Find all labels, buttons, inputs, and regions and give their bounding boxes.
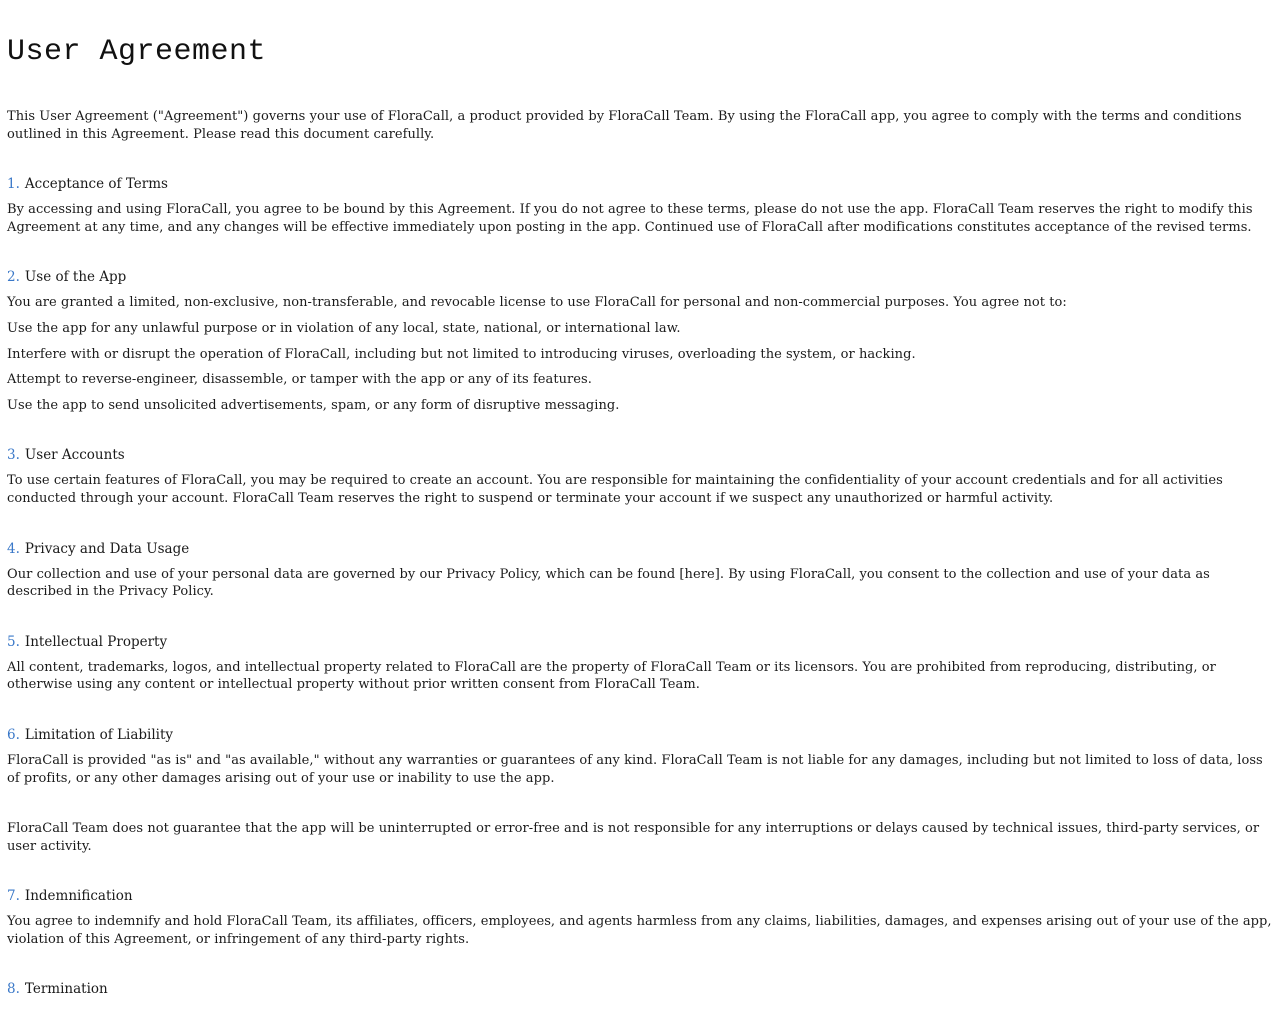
section-heading	[7, 175, 1272, 193]
section-heading	[7, 633, 1272, 651]
section-title: Use of the App	[24, 269, 127, 286]
section-number: 5.	[7, 633, 20, 650]
section-number: 2.	[7, 269, 20, 286]
section-acceptance-of-terms	[7, 175, 1272, 236]
section-heading	[7, 268, 1272, 286]
section-number: 4.	[7, 540, 20, 557]
page-title: User Agreement	[7, 35, 267, 69]
section-title: Privacy and Data Usage	[24, 540, 190, 557]
section-title: Indemnification	[24, 888, 133, 905]
section-indemnification	[7, 887, 1272, 948]
section-paragraph: To use certain features of FloraCall, you may be required to create an account. You are responsible for maintaining the confidentiality of your account credentials and for all activities conducted through your account. FloraCall Team reserves the right to suspend or terminate your account if we suspect any unauthorized or harmful activity.	[7, 473, 1223, 506]
section-number: 6.	[7, 726, 20, 743]
section-intellectual-property	[7, 633, 1272, 694]
section-number: 8.	[7, 981, 20, 998]
section-heading	[7, 540, 1272, 558]
section-number: 1.	[7, 176, 20, 193]
section-paragraph: All content, trademarks, logos, and intellectual property related to FloraCall are the property of FloraCall Team or its licensors. You are prohibited from reproducing, distributing, or otherwise using any content or intellectual property without prior written consent from FloraCall Team.	[7, 659, 1216, 693]
prohibited-uses-list	[7, 320, 1272, 414]
section-paragraph: Our collection and use of your personal data are governed by our Privacy Policy, which can be found [here]. By using FloraCall, you consent to the collection and use of your data as described in the Privacy Policy.	[7, 566, 1210, 600]
section-paragraph: FloraCall Team does not guarantee that the app will be uninterrupted or error-free and is not responsible for any interruptions or delays caused by technical issues, third-party services, or user activity.	[7, 821, 1260, 854]
section-title: User Accounts	[24, 447, 125, 464]
section-termination	[7, 980, 1272, 998]
section-heading	[7, 980, 1272, 998]
section-title: Acceptance of Terms	[24, 176, 168, 193]
intro-paragraph: This User Agreement ("Agreement") governs your use of FloraCall, a product provided by FloraCall Team. By using the FloraCall app, you agree to comply with the terms and conditions outlined in this Agreement. Please read this document carefully.	[7, 109, 1242, 142]
section-title: Limitation of Liability	[24, 726, 174, 743]
section-user-accounts	[7, 446, 1272, 507]
section-use-of-the-app	[7, 268, 1272, 414]
section-paragraph: FloraCall is provided "as is" and "as available," without any warranties or guarantees of any kind. FloraCall Team is not liable for any damages, including but not limited to loss of data, loss of profits, or any other damages arising out of your use or inability to use the app.	[7, 752, 1263, 786]
section-privacy-and-data-usage	[7, 540, 1272, 601]
list-item: Use the app for any unlawful purpose or in violation of any local, state, national, or international law.	[7, 320, 681, 336]
section-title: Intellectual Property	[24, 633, 168, 650]
section-heading	[7, 726, 1272, 744]
section-heading	[7, 887, 1272, 905]
list-item: Attempt to reverse-engineer, disassemble, or tamper with the app or any of its features.	[7, 372, 592, 388]
section-paragraph: You agree to indemnify and hold FloraCall Team, its affiliates, officers, employees, and agents harmless from any claims, liabilities, damages, and expenses arising out of your use of the app, violation of this Agreement, or infringement of any third-party rights.	[7, 914, 1272, 947]
section-paragraph: You are granted a limited, non-exclusive, non-transferable, and revocable license to use FloraCall for personal and non-commercial purposes. You agree not to:	[7, 295, 1067, 311]
section-number: 7.	[7, 888, 20, 905]
section-paragraph: By accessing and using FloraCall, you agree to be bound by this Agreement. If you do not agree to these terms, please do not use the app. FloraCall Team reserves the right to modify this Agreement at any time, and any changes will be effective immediately upon posting in the app. Continued use of FloraCall after modifications constitutes acceptance of the revised terms.	[7, 202, 1253, 235]
section-title: Termination	[24, 981, 108, 998]
section-limitation-of-liability	[7, 726, 1272, 855]
list-item: Use the app to send unsolicited advertisements, spam, or any form of disruptive messaging.	[7, 397, 620, 413]
section-number: 3.	[7, 447, 20, 464]
list-item: Interfere with or disrupt the operation of FloraCall, including but not limited to introducing viruses, overloading the system, or hacking.	[7, 346, 916, 362]
section-heading	[7, 446, 1272, 464]
